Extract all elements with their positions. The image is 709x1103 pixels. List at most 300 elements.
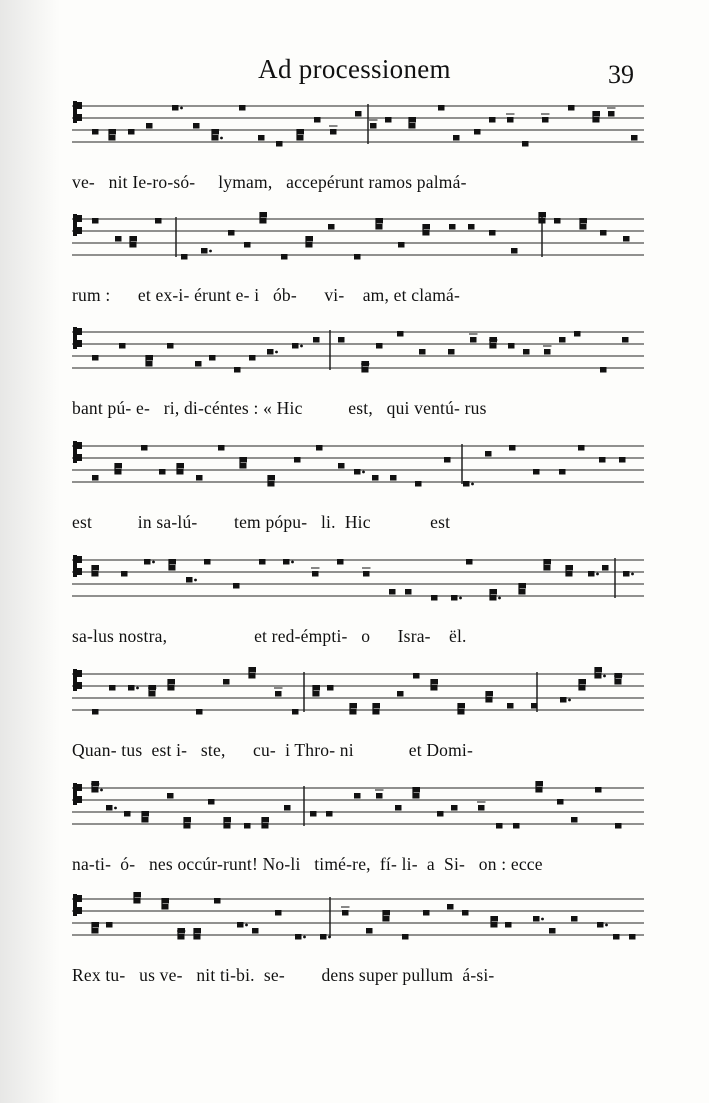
chant-system-5 — [72, 554, 644, 664]
mora-dot — [568, 699, 571, 702]
chant-system-7 — [72, 782, 644, 892]
neume-note — [186, 577, 193, 583]
neume-note — [462, 910, 469, 916]
neume-note — [169, 679, 176, 685]
neume-note — [262, 823, 269, 829]
neume-note — [490, 595, 497, 601]
neume-note — [519, 589, 526, 595]
mora-dot — [541, 918, 544, 921]
neume-note — [531, 703, 538, 709]
c-clef-icon — [77, 215, 82, 222]
lyric-line: bant pú- e- ri, di-céntes : « Hic est, qui ventú- rus — [72, 398, 487, 418]
neume-note — [513, 823, 520, 829]
neume-note — [204, 559, 211, 565]
neume-note — [600, 367, 607, 373]
neume-note — [92, 571, 99, 577]
neume-note — [141, 445, 148, 451]
neume-note — [218, 445, 225, 451]
neume-note — [128, 129, 135, 135]
neume-note — [106, 805, 113, 811]
neume-note — [115, 236, 122, 242]
neume-note — [594, 111, 601, 117]
neume-note — [320, 934, 327, 940]
mora-dot — [471, 483, 474, 486]
staff — [72, 213, 644, 273]
neume-note — [540, 212, 547, 218]
neume-note — [110, 129, 117, 135]
neume-note — [92, 928, 99, 934]
mora-dot — [220, 137, 223, 140]
c-clef-icon — [77, 227, 82, 234]
neume-note — [423, 910, 430, 916]
c-clef-icon — [73, 783, 77, 805]
c-clef-icon — [77, 895, 82, 902]
neume-note — [128, 685, 135, 691]
neume-note — [337, 559, 344, 565]
neume-note — [397, 691, 404, 697]
neume-note — [195, 361, 202, 367]
neume-note — [619, 457, 626, 463]
neume-note — [566, 571, 573, 577]
neume-note — [447, 904, 454, 910]
mora-dot — [152, 561, 155, 564]
neume-note — [622, 337, 629, 343]
c-clef-icon — [73, 101, 77, 123]
neume-note — [431, 595, 438, 601]
neume-note — [470, 337, 477, 343]
neume-note — [237, 922, 244, 928]
neume-note — [568, 105, 575, 111]
neume-note — [355, 111, 362, 117]
neume-note — [313, 691, 320, 697]
neume-note — [354, 469, 361, 475]
neume-note — [92, 129, 99, 135]
neume-note — [424, 224, 431, 230]
neume-note — [307, 236, 314, 242]
neume-note — [405, 589, 412, 595]
neume-note — [159, 469, 166, 475]
neume-note — [214, 898, 221, 904]
neume-note — [223, 679, 230, 685]
neume-note — [559, 337, 566, 343]
neume-note — [297, 135, 304, 141]
neume-note — [520, 583, 527, 589]
neume-note — [593, 117, 600, 123]
neume-note — [453, 135, 460, 141]
neume-note — [629, 934, 636, 940]
neume-note — [201, 248, 208, 254]
neume-note — [597, 922, 604, 928]
neume-note — [239, 105, 246, 111]
neume-note — [275, 910, 282, 916]
neume-note — [571, 817, 578, 823]
staff — [72, 668, 644, 728]
neume-note — [410, 117, 417, 123]
neume-note — [395, 805, 402, 811]
c-clef-icon — [73, 327, 77, 349]
neume-note — [489, 230, 496, 236]
neume-note — [458, 709, 465, 715]
neume-note — [92, 218, 99, 224]
neume-note — [106, 922, 113, 928]
neume-note — [539, 218, 546, 224]
neume-note — [542, 117, 549, 123]
neume-note — [600, 230, 607, 236]
neume-note — [414, 787, 421, 793]
neume-note — [298, 129, 305, 135]
neume-note — [193, 123, 200, 129]
neume-note — [351, 703, 358, 709]
neume-note — [438, 105, 445, 111]
neume-note — [508, 343, 515, 349]
neume-note — [213, 129, 220, 135]
neume-note — [284, 805, 291, 811]
neume-note — [314, 117, 321, 123]
neume-note — [314, 685, 321, 691]
mora-dot — [631, 573, 634, 576]
neume-note — [93, 565, 100, 571]
neume-note — [523, 349, 530, 355]
neume-note — [131, 236, 138, 242]
c-clef-icon — [77, 682, 82, 689]
mora-dot — [136, 687, 139, 690]
neume-note — [263, 817, 270, 823]
neume-note — [451, 805, 458, 811]
c-clef-icon — [73, 214, 77, 236]
neume-note — [240, 463, 247, 469]
neume-note — [413, 673, 420, 679]
neume-note — [549, 928, 556, 934]
neume-note — [376, 793, 383, 799]
neume-note — [142, 817, 149, 823]
c-clef-icon — [77, 340, 82, 347]
neume-note — [490, 343, 497, 349]
lyric-line: Rex tu- us ve- nit ti-bi. se- dens super pullum á-si- — [72, 965, 495, 985]
neume-note — [466, 559, 473, 565]
neume-note — [451, 595, 458, 601]
page-number: 39 — [608, 60, 634, 89]
mora-dot — [194, 579, 197, 582]
neume-note — [578, 445, 585, 451]
neume-note — [326, 811, 333, 817]
mora-dot — [498, 597, 501, 600]
neume-note — [225, 817, 232, 823]
neume-note — [370, 123, 377, 129]
neume-note — [571, 916, 578, 922]
neume-note — [448, 349, 455, 355]
chant-system-6 — [72, 668, 644, 778]
neume-note — [92, 355, 99, 361]
neume-note — [366, 928, 373, 934]
neume-note — [492, 916, 499, 922]
neume-note — [185, 817, 192, 823]
neume-note — [178, 463, 185, 469]
neume-note — [261, 212, 268, 218]
lyric-line: sa-lus nostra, et red-émpti- o Isra- ël. — [72, 626, 467, 646]
mora-dot — [180, 107, 183, 110]
neume-note — [121, 571, 128, 577]
neume-note — [491, 922, 498, 928]
neume-note — [544, 349, 551, 355]
neume-note — [146, 123, 153, 129]
staff — [72, 893, 644, 953]
neume-note — [384, 910, 391, 916]
neume-note — [615, 823, 622, 829]
c-clef-icon — [77, 784, 82, 791]
page-title: Ad processionem — [258, 54, 451, 84]
neume-note — [505, 922, 512, 928]
mora-dot — [303, 936, 306, 939]
neume-note — [209, 355, 216, 361]
neume-note — [224, 823, 231, 829]
neume-note — [385, 117, 392, 123]
neume-note — [511, 248, 518, 254]
neume-note — [144, 559, 151, 565]
neume-note — [162, 904, 169, 910]
neume-note — [228, 230, 235, 236]
neume-note — [579, 685, 586, 691]
neume-note — [208, 799, 215, 805]
neume-note — [415, 481, 422, 487]
neume-note — [276, 141, 283, 147]
neume-note — [92, 475, 99, 481]
neume-note — [390, 475, 397, 481]
neume-note — [373, 709, 380, 715]
neume-note — [437, 811, 444, 817]
c-clef-icon — [77, 907, 82, 914]
staff — [72, 782, 644, 842]
neume-note — [507, 703, 514, 709]
neume-note — [170, 559, 177, 565]
neume-note — [613, 934, 620, 940]
neume-note — [168, 685, 175, 691]
neume-note — [354, 254, 361, 260]
c-clef-icon — [77, 568, 82, 575]
neume-note — [252, 928, 259, 934]
neume-note — [631, 135, 638, 141]
neume-note — [432, 679, 439, 685]
neume-note — [560, 697, 567, 703]
lyric-line: ve- nit Ie-ro-só- lymam, accepérunt ramos palmá- — [72, 172, 467, 192]
neume-note — [449, 224, 456, 230]
neume-note — [608, 111, 615, 117]
c-clef-icon — [77, 796, 82, 803]
neume-note — [212, 135, 219, 141]
neume-note — [398, 242, 405, 248]
neume-note — [116, 463, 123, 469]
neume-note — [595, 787, 602, 793]
mora-dot — [362, 471, 365, 474]
neume-note — [413, 793, 420, 799]
neume-note — [147, 355, 154, 361]
neume-note — [580, 224, 587, 230]
staff — [72, 440, 644, 500]
neume-note — [377, 218, 384, 224]
neume-note — [383, 916, 390, 922]
neume-note — [444, 457, 451, 463]
neume-note — [149, 691, 156, 697]
neume-note — [109, 135, 116, 141]
neume-note — [522, 141, 529, 147]
neume-note — [536, 787, 543, 793]
neume-note — [463, 481, 470, 487]
neume-note — [316, 445, 323, 451]
c-clef-icon — [77, 556, 82, 563]
neume-note — [249, 673, 256, 679]
neume-note — [328, 224, 335, 230]
neume-note — [486, 697, 493, 703]
neume-note — [599, 457, 606, 463]
neume-note — [155, 218, 162, 224]
chant-system-1 — [72, 100, 644, 210]
neume-note — [596, 667, 603, 673]
neume-note — [376, 224, 383, 230]
lyric-line: est in sa-lú- tem pópu- li. Hic est — [72, 512, 451, 532]
neume-note — [588, 571, 595, 577]
mora-dot — [459, 597, 462, 600]
neume-note — [259, 559, 266, 565]
neume-note — [249, 355, 256, 361]
neume-note — [119, 343, 126, 349]
mora-dot — [100, 789, 103, 792]
mora-dot — [596, 573, 599, 576]
neume-note — [310, 811, 317, 817]
page-edge-shadow — [0, 0, 60, 1103]
chant-system-3 — [72, 326, 644, 436]
neume-note — [93, 922, 100, 928]
neume-note — [184, 823, 191, 829]
neume-note — [487, 691, 494, 697]
chant-system-2 — [72, 213, 644, 323]
c-clef-icon — [77, 102, 82, 109]
neume-note — [468, 224, 475, 230]
staff — [72, 100, 644, 160]
neume-note — [275, 691, 282, 697]
c-clef-icon — [73, 669, 77, 691]
neume-note — [281, 254, 288, 260]
neume-note — [260, 218, 267, 224]
neume-note — [342, 910, 349, 916]
neume-note — [544, 565, 551, 571]
neume-note — [292, 343, 299, 349]
c-clef-icon — [77, 454, 82, 461]
neume-note — [409, 123, 416, 129]
neume-note — [167, 343, 174, 349]
staff — [72, 326, 644, 386]
neume-note — [195, 928, 202, 934]
neume-note — [194, 934, 201, 940]
neume-note — [557, 799, 564, 805]
neume-note — [244, 242, 251, 248]
neume-note — [602, 565, 609, 571]
neume-note — [181, 254, 188, 260]
neume-note — [267, 349, 274, 355]
c-clef-icon — [77, 114, 82, 121]
neume-note — [580, 679, 587, 685]
neume-note — [330, 129, 337, 135]
neume-note — [268, 481, 275, 487]
neume-note — [350, 709, 357, 715]
neume-note — [292, 709, 299, 715]
neume-note — [489, 117, 496, 123]
c-clef-icon — [73, 555, 77, 577]
neume-note — [178, 934, 185, 940]
neume-note — [269, 475, 276, 481]
neume-note — [423, 230, 430, 236]
neume-note — [92, 709, 99, 715]
c-clef-icon — [73, 894, 77, 916]
neume-note — [615, 679, 622, 685]
neume-note — [533, 916, 540, 922]
neume-note — [595, 673, 602, 679]
neume-note — [419, 349, 426, 355]
neume-note — [295, 934, 302, 940]
neume-note — [397, 331, 404, 337]
mora-dot — [275, 351, 278, 354]
neume-note — [327, 685, 334, 691]
neume-note — [554, 218, 561, 224]
neume-note — [338, 463, 345, 469]
neume-note — [124, 811, 131, 817]
neume-note — [109, 685, 116, 691]
neume-note — [474, 129, 481, 135]
neume-note — [491, 589, 498, 595]
neume-note — [374, 703, 381, 709]
neume-note — [533, 469, 540, 475]
neume-note — [363, 571, 370, 577]
c-clef-icon — [73, 441, 77, 463]
neume-note — [459, 703, 466, 709]
neume-note — [574, 331, 581, 337]
neume-note — [177, 469, 184, 475]
neume-note — [134, 898, 141, 904]
neume-note — [402, 934, 409, 940]
neume-note — [250, 667, 257, 673]
neume-note — [623, 571, 630, 577]
mora-dot — [603, 675, 606, 678]
neume-note — [196, 709, 203, 715]
mora-dot — [291, 561, 294, 564]
neume-note — [283, 559, 290, 565]
neume-note — [312, 571, 319, 577]
mora-dot — [209, 250, 212, 253]
chant-system-4 — [72, 440, 644, 550]
lyric-line: na-ti- ó- nes occúr-runt! No-li timé-re, fí- li- a Si- on : ecce — [72, 854, 543, 874]
neume-note — [172, 105, 179, 111]
neume-note — [233, 583, 240, 589]
neume-note — [478, 805, 485, 811]
neume-note — [306, 242, 313, 248]
neume-note — [163, 898, 170, 904]
neume-note — [258, 135, 265, 141]
neume-note — [389, 589, 396, 595]
neume-note — [196, 475, 203, 481]
neume-note — [376, 343, 383, 349]
neume-note — [581, 218, 588, 224]
neume-note — [537, 781, 544, 787]
mora-dot — [328, 936, 331, 939]
mora-dot — [300, 345, 303, 348]
mora-dot — [114, 807, 117, 810]
neume-note — [509, 445, 516, 451]
neume-note — [545, 559, 552, 565]
neume-note — [135, 892, 142, 898]
neume-note — [167, 793, 174, 799]
chant-system-8 — [72, 893, 644, 1003]
neume-note — [169, 565, 176, 571]
neume-note — [244, 823, 251, 829]
neume-note — [372, 475, 379, 481]
